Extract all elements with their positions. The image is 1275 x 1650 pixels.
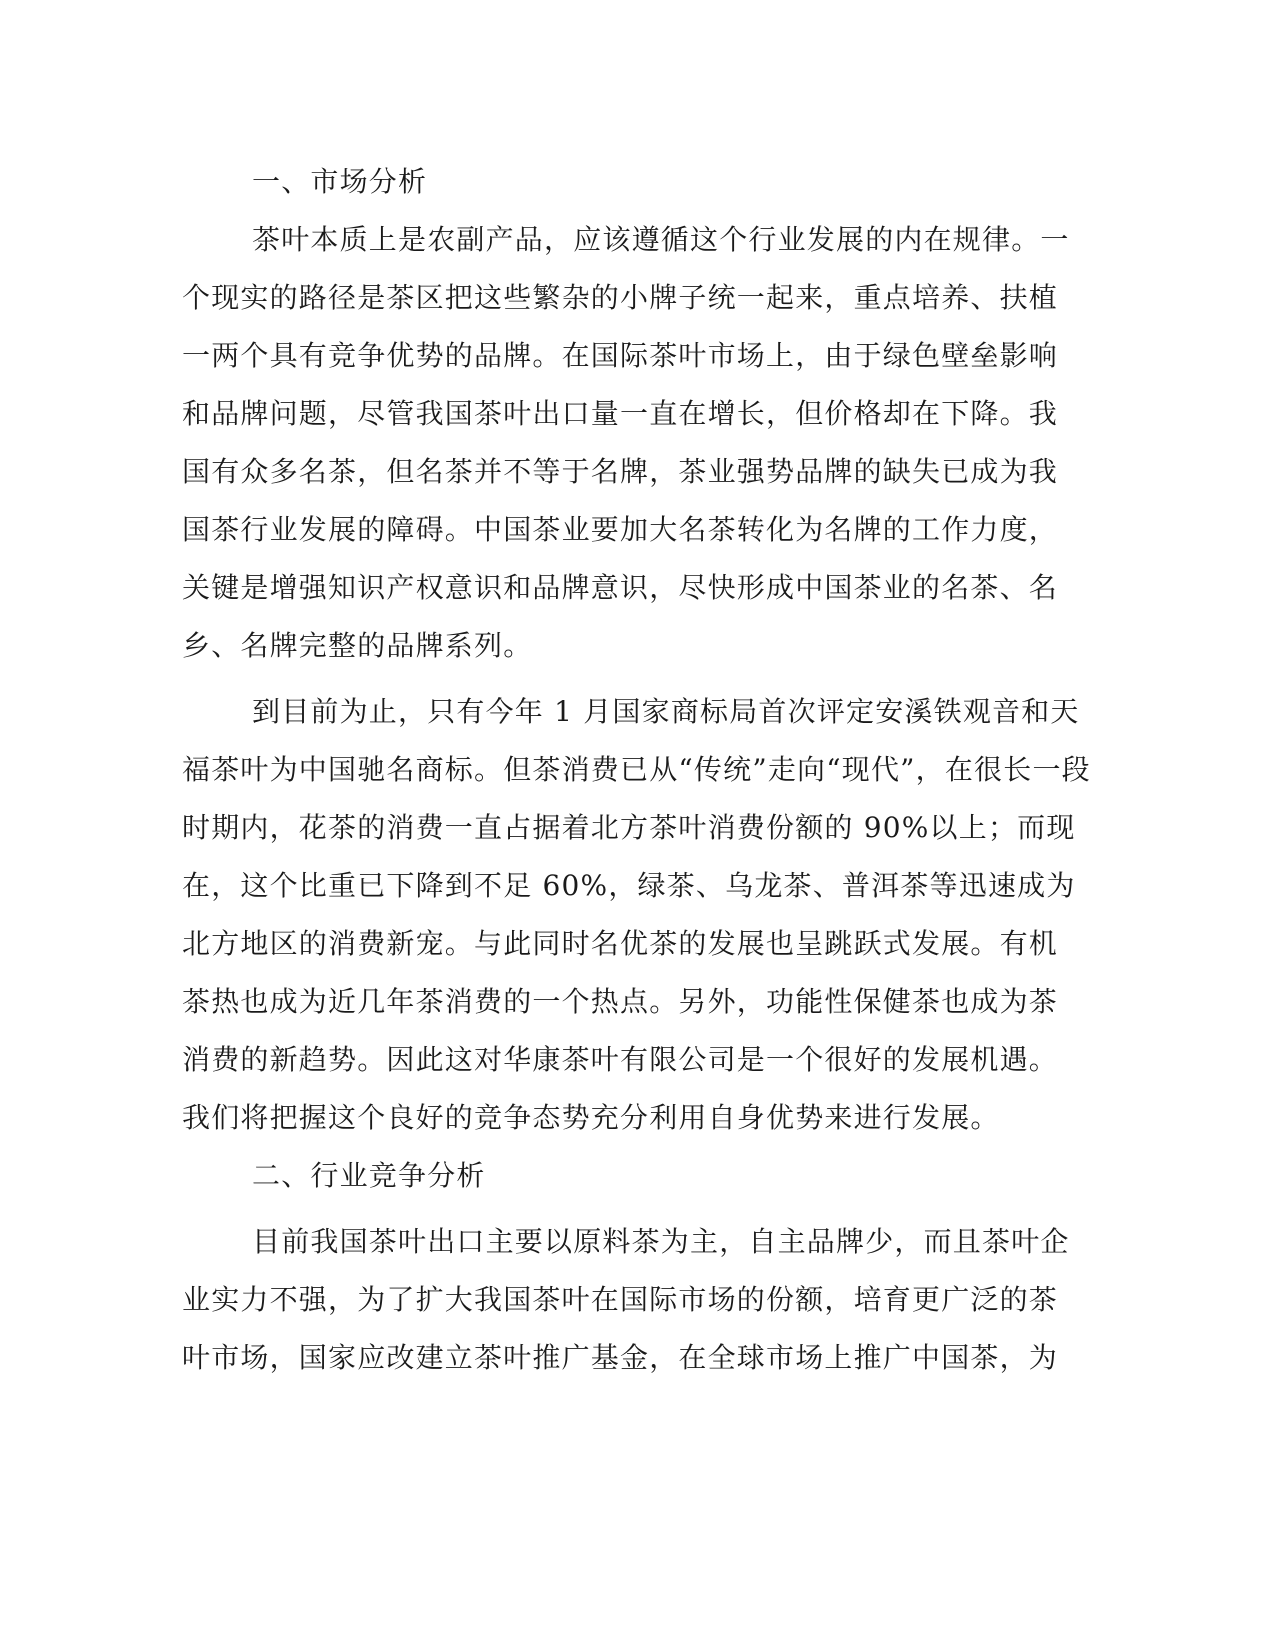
paragraph-line: 在，这个比重已下降到不足 60%，绿茶、乌龙茶、普洱茶等迅速成为 (182, 869, 1076, 902)
paragraph-line: 目前我国茶叶出口主要以原料茶为主，自主品牌少，而且茶叶企 (252, 1225, 1070, 1258)
paragraph-line: 到目前为止，只有今年 1 月国家商标局首次评定安溪铁观音和天 (252, 695, 1080, 728)
paragraph-line: 个现实的路径是茶区把这些繁杂的小牌子统一起来，重点培养、扶植 (182, 281, 1059, 314)
paragraph-line: 关键是增强知识产权意识和品牌意识，尽快形成中国茶业的名茶、名 (182, 571, 1059, 604)
paragraph-line: 一两个具有竞争优势的品牌。在国际茶叶市场上，由于绿色壁垒影响 (182, 339, 1059, 372)
section-heading-industry-competition: 二、行业竞争分析 (252, 1159, 486, 1192)
paragraph-line: 消费的新趋势。因此这对华康茶叶有限公司是一个很好的发展机遇。 (182, 1043, 1059, 1076)
paragraph-line: 时期内，花茶的消费一直占据着北方茶叶消费份额的 90%以上；而现 (182, 811, 1076, 844)
paragraph-line: 叶市场，国家应改建立茶叶推广基金，在全球市场上推广中国茶，为 (182, 1341, 1059, 1374)
paragraph-line: 国茶行业发展的障碍。中国茶业要加大名茶转化为名牌的工作力度， (182, 513, 1059, 546)
paragraph-line: 业实力不强，为了扩大我国茶叶在国际市场的份额，培育更广泛的茶 (182, 1283, 1059, 1316)
paragraph-line: 福茶叶为中国驰名商标。但茶消费已从“传统”走向“现代”，在很长一段 (182, 753, 1091, 786)
paragraph-line: 我们将把握这个良好的竞争态势充分利用自身优势来进行发展。 (182, 1101, 1000, 1134)
paragraph-line: 国有众多名茶，但名茶并不等于名牌，茶业强势品牌的缺失已成为我 (182, 455, 1059, 488)
paragraph-line: 北方地区的消费新宠。与此同时名优茶的发展也呈跳跃式发展。有机 (182, 927, 1059, 960)
section-heading-market-analysis: 一、市场分析 (252, 165, 428, 198)
paragraph-line: 乡、名牌完整的品牌系列。 (182, 629, 533, 662)
paragraph-line: 茶热也成为近几年茶消费的一个热点。另外，功能性保健茶也成为茶 (182, 985, 1059, 1018)
paragraph-line: 茶叶本质上是农副产品，应该遵循这个行业发展的内在规律。一 (252, 223, 1070, 256)
paragraph-line: 和品牌问题，尽管我国茶叶出口量一直在增长，但价格却在下降。我 (182, 397, 1059, 430)
